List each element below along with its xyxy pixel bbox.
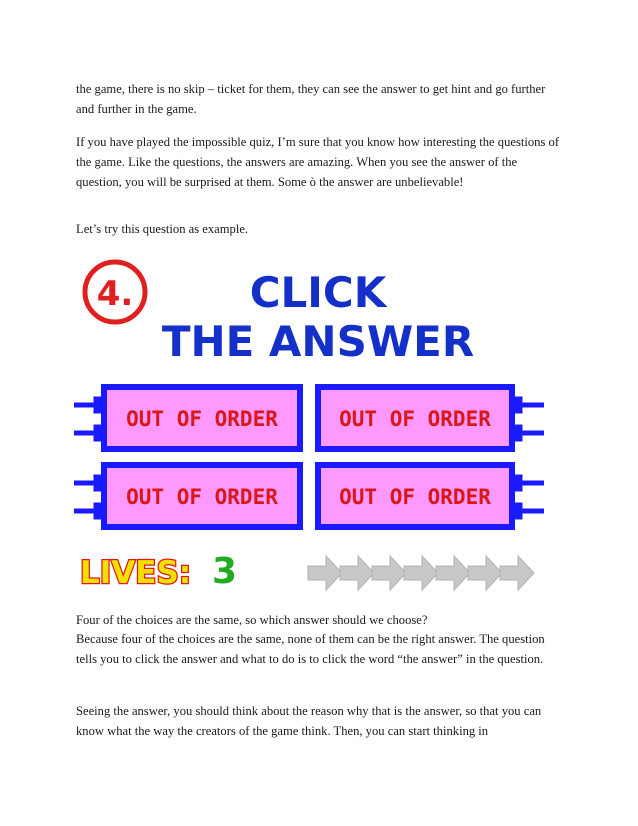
choice-label: OUT OF ORDER [339,485,491,509]
progress-arrows [308,556,534,590]
choice-box-1[interactable] [104,387,300,449]
arrow-icon [468,556,502,590]
choice-box-3[interactable] [104,465,300,527]
lives-label: LIVES: [80,555,192,591]
choice-box-2[interactable] [318,387,512,449]
lives-value: 3 [212,551,238,592]
arrow-icon [500,556,534,590]
arrow-icon [340,556,374,590]
question-number: 4. [96,274,134,314]
paragraph-question-explanation-2: Because four of the choices are the same, none of them can be the right answer. The question tells you to click the answer and what to do is to click the word “the answer” in the question. [76,632,545,666]
paragraph-creators-thinking: Seeing the answer, you should think about the reason why that is the answer, so that you can know what the way the creators of the game think. Then, you can start thinking in [76,704,542,738]
quiz-title-line2[interactable]: THE ANSWER [161,317,475,366]
paragraph-question-explanation-1: Four of the choices are the same, so which answer should we choose? [76,613,428,627]
paragraph-impossible-quiz: If you have played the impossible quiz, I’m sure that you know how interesting the questions of the game. Like the questions, the answers are amazing. When you see the answer of the question, you will be surprised at them. Some ò the answer are unbelievable! [76,135,560,189]
question-number-badge [85,262,145,322]
choice-label: OUT OF ORDER [126,407,278,431]
arrow-icon [372,556,406,590]
choice-box-4[interactable] [318,465,512,527]
paragraph-intro-continuation: the game, there is no skip – ticket for them, they can see the answer to get hint and go further and further in the game. [76,82,546,116]
arrow-icon [436,556,470,590]
paragraph-example-intro: Let’s try this question as example. [76,222,249,236]
arrow-icon [404,556,438,590]
choice-label: OUT OF ORDER [126,485,278,509]
quiz-screenshot [74,255,562,595]
quiz-title-line1: CLICK [249,268,387,317]
choice-label: OUT OF ORDER [339,407,491,431]
arrow-icon [308,556,342,590]
